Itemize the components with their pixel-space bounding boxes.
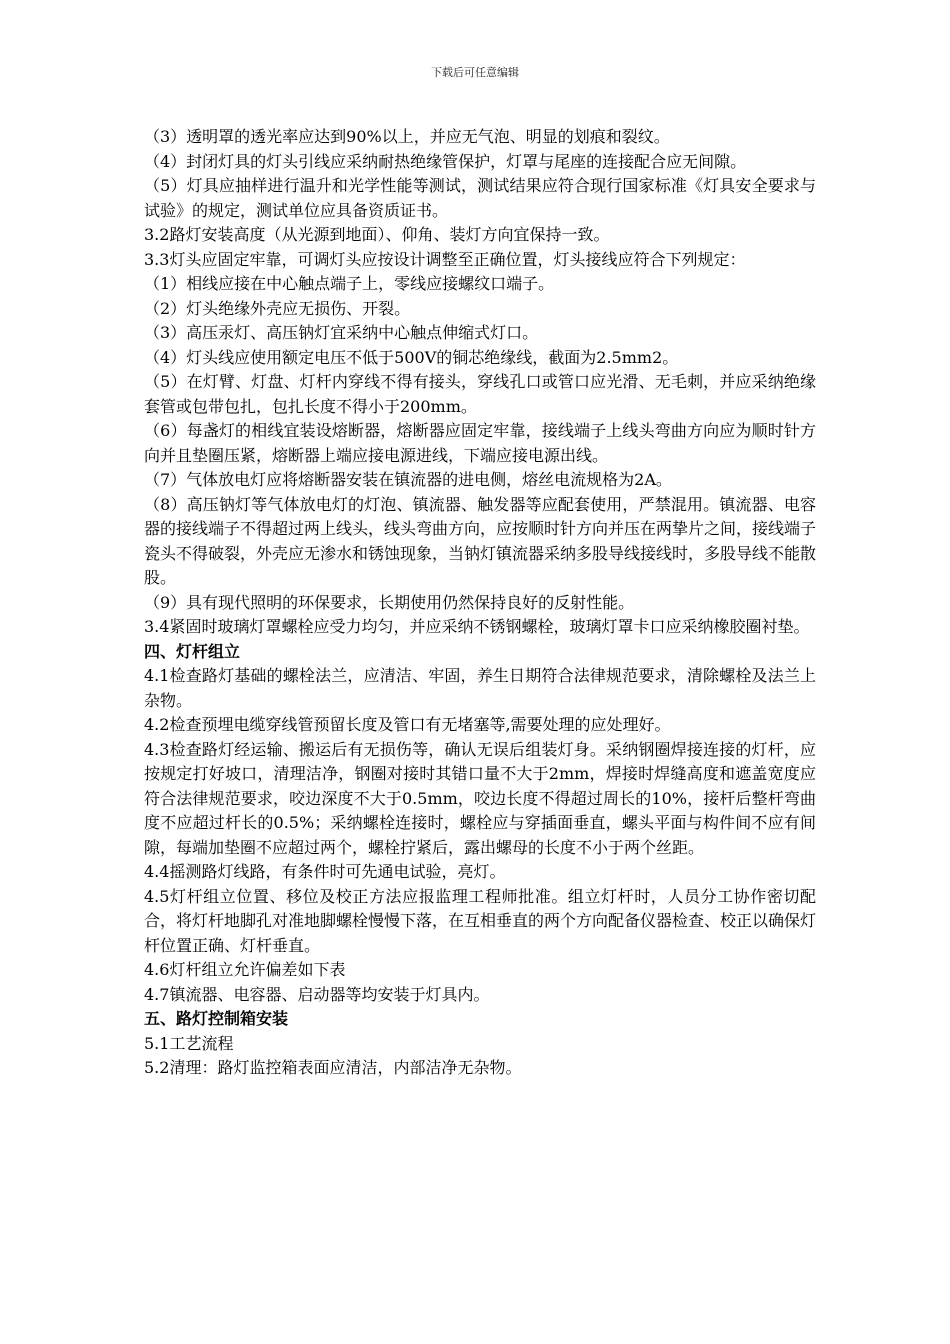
section-heading: 四、灯杆组立 (144, 641, 241, 661)
paragraph: （7）气体放电灯应将熔断器安装在镇流器的进电侧，熔丝电流规格为2A。 (144, 470, 672, 489)
paragraph: 4.6灯杆组立允许偏差如下表 (144, 960, 346, 979)
paragraph: 4.1检查路灯基础的螺栓法兰，应清洁、牢固，养生日期符合法律规范要求，清除螺栓及法兰上杂物。 (144, 666, 816, 710)
paragraph: （9）具有现代照明的环保要求，长期使用仍然保持良好的反射性能。 (144, 592, 635, 612)
paragraph: （5）在灯臂、灯盘、灯杆内穿线不得有接头，穿线孔口或管口应光滑、无毛刺，并应采纳绝缘套管或包带包扎，包扎长度不得小于200mm。 (144, 372, 816, 416)
paragraph: 5.2清理：路灯监控箱表面应清洁，内部洁净无杂物。 (144, 1058, 522, 1077)
paragraph: 4.3检查路灯经运输、搬运后有无损伤等，确认无误后组装灯身。采纳钢圈焊接连接的灯杆，应按规定打好坡口，清理洁净，钢圈对接时其错口量不大于2mm，焊接时焊缝高度和遮盖宽度应符合法律规范要求，咬边深度不大于0.5mm，咬边长度不得超过周长的10%，接杆后整杆弯曲度不应超过杆长的0.5%；采纳螺栓连接时，螺栓应与穿插面垂直，螺头平面与构件间不应有间隙，每端加垫圈不应超过两个，螺栓拧紧后，露出螺母的长度不小于两个丝距。 (144, 739, 816, 857)
paragraph: （4）封闭灯具的灯头引线应采纳耐热绝缘管保护，灯罩与尾座的连接配合应无间隙。 (144, 151, 747, 171)
paragraph: 4.2检查预埋电缆穿线管预留长度及管口有无堵塞等,需要处理的应处理好。 (144, 715, 671, 734)
paragraph: 5.1工艺流程 (144, 1033, 234, 1053)
section-heading: 五、路灯控制箱安装 (144, 1009, 289, 1028)
paragraph: 3.2路灯安装高度（从光源到地面）、仰角、装灯方向宜保持一致。 (144, 225, 610, 244)
paragraph: （5）灯具应抽样进行温升和光学性能等测试，测试结果应符合现行国家标准《灯具安全要求与试验》的规定，测试单位应具备资质证书。 (144, 176, 816, 220)
paragraph: （3）透明罩的透光率应达到90%以上，并应无气泡、明显的划痕和裂纹。 (144, 127, 670, 146)
paragraph: （1）相线应接在中心触点端子上，零线应接螺纹口端子。 (144, 274, 555, 293)
paragraph: （4）灯头线应使用额定电压不低于500V的铜芯绝缘线，截面为2.5mm2。 (144, 347, 679, 367)
paragraph: 3.3灯头应固定牢靠，可调灯头应按设计调整至正确位置，灯头接线应符合下列规定： (144, 249, 746, 269)
paragraph: 4.7镇流器、电容器、启动器等均安装于灯具内。 (144, 984, 490, 1004)
document-body (144, 125, 816, 1081)
paragraph: 3.4紧固时玻璃灯罩螺栓应受力均匀，并应采纳不锈钢螺栓，玻璃灯罩卡口应采纳橡胶圈衬垫。 (144, 617, 810, 636)
paragraph: 4.5灯杆组立位置、移位及校正方法应报监理工程师批准。组立灯杆时，人员分工协作密切配合，将灯杆地脚孔对准地脚螺栓慢慢下落，在互相垂直的两个方向配备仪器检查、校正以确保灯杆位置正确、灯杆垂直。 (144, 886, 817, 955)
paragraph: 4.4摇测路灯线路，有条件时可先通电试验，亮灯。 (144, 862, 506, 881)
paragraph: （2）灯头绝缘外壳应无损伤、开裂。 (144, 298, 411, 318)
paragraph: （3）高压汞灯、高压钠灯宜采纳中心触点伸缩式灯口。 (144, 323, 539, 342)
paragraph: （8）高压钠灯等气体放电灯的灯泡、镇流器、触发器等应配套使用，严禁混用。镇流器、电容器的接线端子不得超过两上线头，线头弯曲方向，应按顺时针方向并压在两挚片之间，接线端子瓷头不得破裂，外壳应无渗水和锈蚀现象，当钠灯镇流器采纳多股导线接线时，多股导线不能散股。 (144, 494, 817, 587)
paragraph: （6）每盏灯的相线宜装设熔断器，熔断器应固定牢靠，接线端子上线头弯曲方向应为顺时针方向并且垫圈压紧，熔断器上端应接电源进线，下端应接电源出线。 (144, 421, 816, 465)
page-header: 下载后可任意编辑 (431, 66, 519, 79)
